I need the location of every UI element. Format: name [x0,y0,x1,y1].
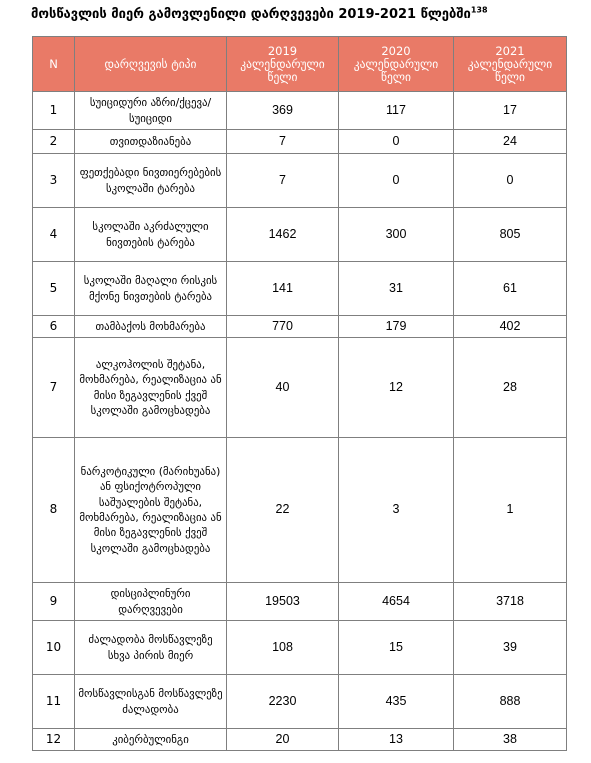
cell-type: დისციპლინური დარღვევები [75,583,227,621]
cell-n: 11 [33,675,75,729]
cell-n: 10 [33,621,75,675]
header-2020: 2020 კალენდარული წელი [339,37,454,92]
cell-2021: 38 [454,729,567,751]
page-title [31,6,571,24]
cell-2020: 117 [339,92,454,130]
cell-n: 12 [33,729,75,751]
cell-2021: 28 [454,338,567,438]
cell-type: ფეთქებადი ნივთიერებების სკოლაში ტარება [75,154,227,208]
cell-n: 6 [33,316,75,338]
cell-2019: 7 [227,154,339,208]
cell-2020: 300 [339,208,454,262]
cell-type: თვითდაზიანება [75,130,227,154]
table-row [33,154,567,208]
cell-2019: 7 [227,130,339,154]
cell-2019: 2230 [227,675,339,729]
cell-type: თამბაქოს მოხმარება [75,316,227,338]
cell-n: 3 [33,154,75,208]
cell-2020: 12 [339,338,454,438]
cell-2020: 13 [339,729,454,751]
cell-n: 5 [33,262,75,316]
cell-2020: 0 [339,130,454,154]
cell-n: 8 [33,438,75,583]
table-row [33,262,567,316]
cell-2019: 770 [227,316,339,338]
header-2019: 2019 კალენდარული წელი [227,37,339,92]
cell-2021: 1 [454,438,567,583]
cell-2020: 3 [339,438,454,583]
cell-2021: 24 [454,130,567,154]
cell-2021: 17 [454,92,567,130]
cell-2019: 19503 [227,583,339,621]
table-row [33,729,567,751]
header-2021: 2021 კალენდარული წელი [454,37,567,92]
cell-2019: 108 [227,621,339,675]
cell-2020: 179 [339,316,454,338]
cell-2020: 4654 [339,583,454,621]
table-row [33,621,567,675]
table-row [33,583,567,621]
cell-type: ალკოჰოლის შეტანა, მოხმარება, რეალიზაცია ან მისი ზეგავლენის ქვეშ სკოლაში გამოცხადება [75,338,227,438]
cell-2019: 1462 [227,208,339,262]
cell-n: 7 [33,338,75,438]
cell-type: სუიციდური აზრი/ქცევა/სუიციდი [75,92,227,130]
cell-2021: 888 [454,675,567,729]
cell-type: მოსწავლისგან მოსწავლეზე ძალადობა [75,675,227,729]
cell-type: ნარკოტიკული (მარიხუანა) ან ფსიქოტროპული საშუალების შეტანა, მოხმარება, რეალიზაცია ან მისი ზეგავლენის ქვეშ სკოლაში გამოცხადება [75,438,227,583]
table-row [33,130,567,154]
footnote-marker: 138 [470,5,488,15]
cell-2019: 141 [227,262,339,316]
cell-2019: 22 [227,438,339,583]
cell-2020: 31 [339,262,454,316]
cell-type: სკოლაში მაღალი რისკის მქონე ნივთების ტარება [75,262,227,316]
table-row [33,208,567,262]
cell-type: სკოლაში აკრძალული ნივთების ტარება [75,208,227,262]
header-row [33,37,567,92]
cell-2021: 3718 [454,583,567,621]
cell-2021: 805 [454,208,567,262]
table-body [33,92,567,751]
cell-2019: 369 [227,92,339,130]
cell-2019: 40 [227,338,339,438]
cell-2020: 15 [339,621,454,675]
cell-2021: 39 [454,621,567,675]
header-type: დარღვევის ტიპი [75,37,227,92]
cell-2021: 0 [454,154,567,208]
table-row [33,316,567,338]
cell-type: ძალადობა მოსწავლეზე სხვა პირის მიერ [75,621,227,675]
cell-2019: 20 [227,729,339,751]
table-row [33,338,567,438]
title-text: მოსწავლის მიერ გამოვლენილი დარღვევები 2019-2021 წლებში [31,7,471,22]
cell-n: 9 [33,583,75,621]
cell-2021: 61 [454,262,567,316]
cell-2021: 402 [454,316,567,338]
cell-n: 1 [33,92,75,130]
cell-2020: 0 [339,154,454,208]
cell-n: 4 [33,208,75,262]
violations-table [32,36,567,751]
header-n: N [33,37,75,92]
table-row [33,675,567,729]
cell-n: 2 [33,130,75,154]
table-row [33,92,567,130]
cell-type: კიბერბულინგი [75,729,227,751]
table-row [33,438,567,583]
cell-2020: 435 [339,675,454,729]
